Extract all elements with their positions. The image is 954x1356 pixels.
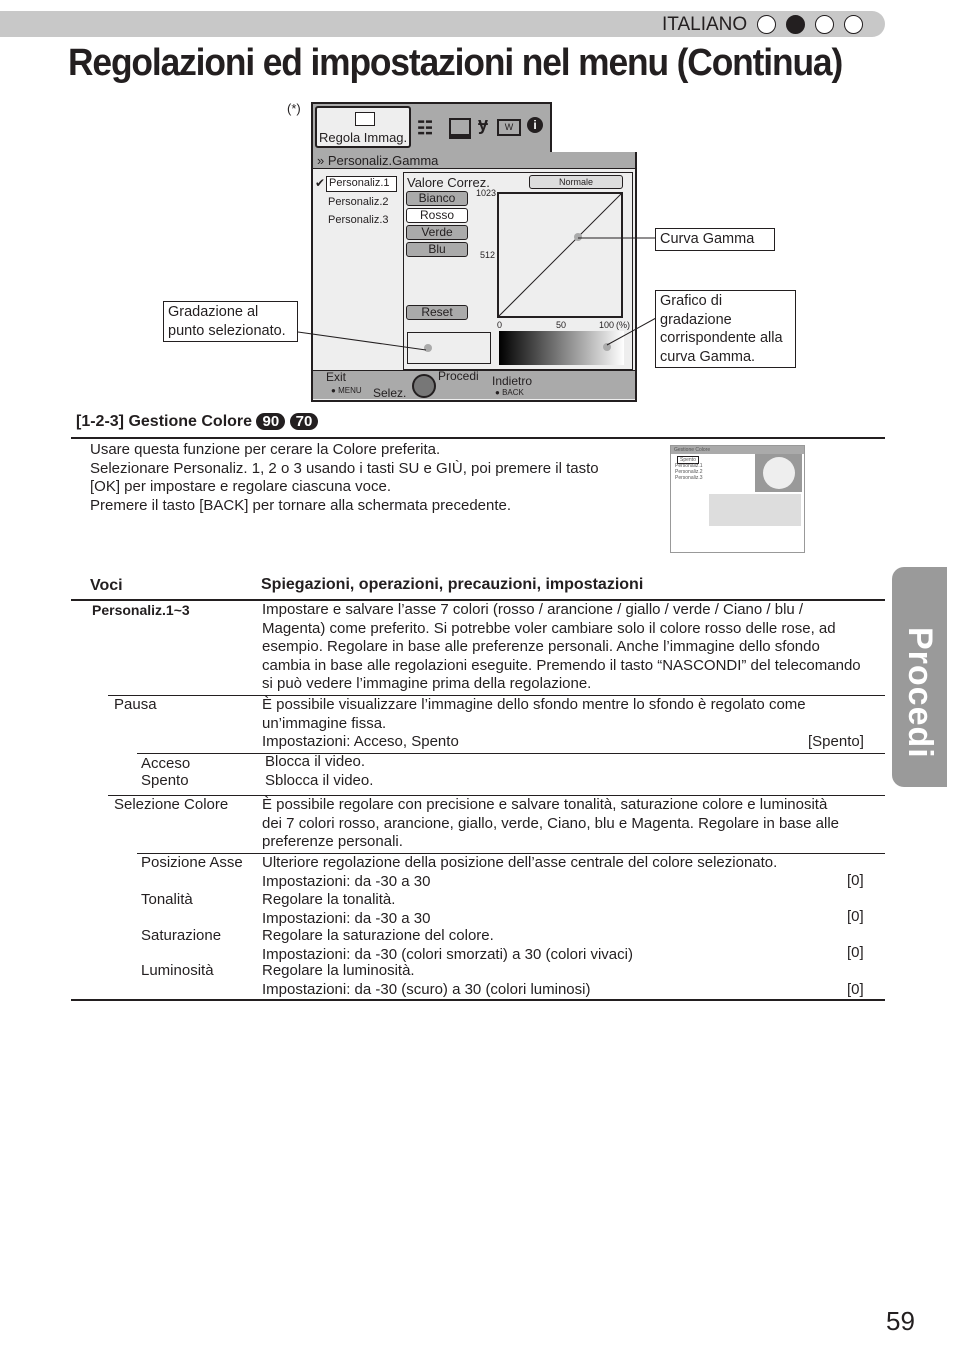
footnote-marker: (*) [287,101,301,116]
default-value: [0] [847,944,864,961]
default-value: [0] [847,872,864,889]
color-button-rosso[interactable]: Rosso [406,208,468,223]
wrench-icon: ɏ [478,114,489,134]
table-row-text: Sblocca il video. [265,772,374,789]
table-row-item: Personaliz.1~3 [92,602,190,618]
valore-correz-label: Valore Correz. [407,175,490,190]
side-tab-procedi: Procedi [892,567,947,787]
table-row-item: Tonalità [141,891,193,908]
table-row-item: Acceso [141,755,191,772]
table-row-text: È possibile visualizzare l’immagine dello sfondo mentre lo sfondo è regolato come un’immagine fissa. Impostazioni: Acceso, Spento [262,696,806,750]
list-item[interactable]: Personaliz.2 [328,196,389,208]
callout-grafico: Grafico di gradazione corrispondente alla curva Gamma. [655,290,796,368]
callout-lines [0,0,954,420]
mode-select[interactable]: Normale [529,175,623,189]
list-item[interactable]: Personaliz.1 [326,176,397,192]
input-icon: ☷ [417,118,434,138]
list-item[interactable]: Personaliz.3 [328,214,389,226]
table-row-text: Regolare la luminosità. Impostazioni: da -30 (scuro) a 30 (colori luminosi) [262,962,591,998]
page-title: Regolazioni ed impostazioni nel menu (Continua) [68,42,843,84]
y-tick: 1023 [476,188,497,198]
table-row-item: Pausa [114,696,157,713]
table-row-text: È possibile regolare con precisione e salvare tonalità, saturazione colore e luminosità dei 7 colori rosso, arancione, giallo, verde, Ciano, blu e Magenta. Regolare in base alle preferenze personali. [262,796,840,850]
x-tick: 100 [599,320,615,330]
x-tick: 0 [497,320,503,330]
section-heading: [1-2-3] Gestione Colore 90 70 [76,413,318,431]
color-button-blu[interactable]: Blu [406,242,468,257]
table-row-text: Ulteriore regolazione della posizione dell’asse centrale del colore selezionato. Impostazioni: da -30 a 30 [262,854,778,890]
info-icon: i [527,117,543,133]
column-header-spiegazioni: Spiegazioni, operazioni, precauzioni, impostazioni [261,576,644,593]
table-row-text: Regolare la saturazione del colore. Impostazioni: da -30 (colori smorzati) a 30 (colori vivaci) [262,927,633,963]
tab-regola-immag: Regola Immag. [315,106,411,148]
table-row-item: Luminosità [141,962,214,979]
model-badge: 70 [290,413,319,430]
color-button-bianco[interactable]: Bianco [406,191,468,206]
callout-gradazione: Gradazione al punto selezionato. [163,301,298,342]
default-value: [Spento] [808,733,864,750]
language-label: ITALIANO [662,14,748,35]
table-row-item: Spento [141,772,189,789]
callout-curva-gamma: Curva Gamma [655,228,775,251]
breadcrumb: » Personaliz.Gamma [313,152,635,169]
default-value: [0] [847,981,864,998]
table-row-text: Regolare la tonalità. Impostazioni: da -30 a 30 [262,891,431,927]
column-header-voci: Voci [90,577,123,594]
table-row-text: Impostare e salvare l’asse 7 colori (rosso / arancione / giallo / verde / Ciano / blu / Magenta) come preferito. Si potrebbe voler cambiare solo il colore rosso delle rose, ad esempio. Regolare in base alle preferenze personali. Anche l’immagine dello sfondo cambia in base alle regolazioni eseguite. Premendo il tasto “NASCONDI” del telecomando si può vedere l’immagine prima della regolazione. [262,601,861,692]
table-row-item: Saturazione [141,927,222,944]
page-number: 59 [886,1306,915,1336]
y-tick: 512 [480,250,496,260]
check-icon: ✔ [315,176,326,190]
color-button-verde[interactable]: Verde [406,225,468,240]
menu-key[interactable]: ● MENU [331,386,362,395]
model-badge: 90 [256,413,285,430]
menu-screenshot: Regola Immag. ☷ ɏ W i » Personaliz.Gamma ✔ Personaliz.1 Personaliz.2 Personaliz.3 Valore Correz. Normale Bianco Rosso Verde Blu Reset 1023 512 0 50 100 (%) Exit ● MENU Selez. Procedi Indietro ● BACK [311,102,637,402]
table-row-item: Selezione Colore [114,796,229,813]
x-tick: 50 [556,320,567,330]
table-row-text: Blocca il video. [265,753,366,770]
x-tick: (%) [616,320,630,330]
default-value: [0] [847,908,864,925]
install-icon: W [497,119,521,136]
back-key[interactable]: ● BACK [495,388,524,397]
section-intro: Usare questa funzione per cerare la Colore preferita. Selezionare Personaliz. 1, 2 o 3 usando i tasti SU e GIÙ, poi premere il tasto [OK] per impostare e regolare ciascuna voce. Premere il tasto [BACK] per tornare alla schermata precedente. [90,441,599,514]
reset-button[interactable]: Reset [406,305,468,320]
table-row-item: Posizione Asse [141,854,243,871]
gestione-colore-thumbnail: Gestione Colore Spento Personaliz.1 Personaliz.2 Personaliz.3 [670,445,805,553]
